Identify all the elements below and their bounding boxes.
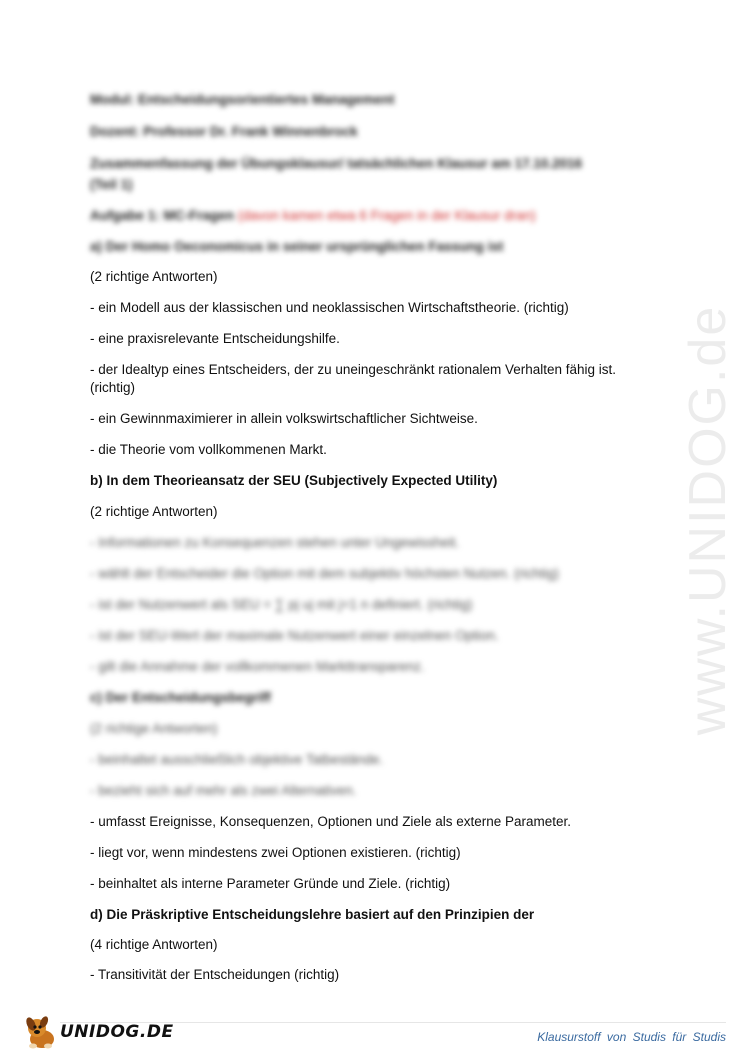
answer-a4: - ein Gewinnmaximierer in allein volkswirtschaftlicher Sichtweise. xyxy=(90,411,478,426)
task-heading-note: (davon kamen etwa 6 Fragen in der Klausur dran) xyxy=(237,208,536,223)
answer-a1: - ein Modell aus der klassischen und neoklassischen Wirtschaftstheorie. (richtig) xyxy=(90,300,569,315)
answer-c5: - beinhaltet als interne Parameter Gründe und Ziele. (richtig) xyxy=(90,876,451,891)
answer-c1: - beinhaltet ausschließlich objektive Tatbestände. xyxy=(90,752,384,767)
answer-count-b: (2 richtige Antworten) xyxy=(90,504,218,519)
task-heading xyxy=(90,207,536,224)
answer-count-d: (4 richtige Antworten) xyxy=(90,937,218,952)
logo-text: UNIDOG.DE xyxy=(60,1022,174,1042)
answer-a2: - eine praxisrelevante Entscheidungshilfe. xyxy=(90,331,340,346)
summary-title: Zusammenfassung der Übungsklausur/ tatsächlichen Klausur am 17.10.2016 xyxy=(90,156,583,171)
footer-tagline: Klausurstoff von Studis für Studis xyxy=(537,1030,726,1044)
answer-count-c: (2 richtige Antworten) xyxy=(90,721,218,736)
answer-c2: - bezieht sich auf mehr als zwei Alternativen. xyxy=(90,783,357,798)
answer-a3: - der Idealtyp eines Entscheiders, der zu uneingeschränkt rationalem Verhalten fähig ist. xyxy=(90,362,617,377)
answer-b5: - gilt die Annahme der vollkommenen Markttransparenz. xyxy=(90,659,425,674)
answer-a3-cont: (richtig) xyxy=(90,380,136,395)
answer-c4: - liegt vor, wenn mindestens zwei Optionen existieren. (richtig) xyxy=(90,845,461,860)
module-title: Modul: Entscheidungsorientiertes Management xyxy=(90,92,395,107)
question-d: d) Die Präskriptive Entscheidungslehre basiert auf den Prinzipien der xyxy=(90,907,535,922)
question-a: a) Der Homo Oeconomicus in seiner ursprünglichen Fassung ist xyxy=(90,239,504,254)
answer-b2: - wählt der Entscheider die Option mit dem subjektiv höchsten Nutzen. (richtig) xyxy=(90,566,559,581)
watermark-text: www.UNIDOG.de xyxy=(679,304,737,736)
task-heading-label: Aufgabe 1: MC-Fragen xyxy=(90,208,235,223)
unidog-logo[interactable] xyxy=(22,1012,174,1052)
question-b: b) In dem Theorieansatz der SEU (Subjectively Expected Utility) xyxy=(90,473,498,488)
answer-b4: - ist der SEU-Wert der maximale Nutzenwert einer einzelnen Option. xyxy=(90,628,499,643)
answer-b1: - Informationen zu Konsequenzen stehen unter Ungewissheit. xyxy=(90,535,460,550)
answer-c3: - umfasst Ereignisse, Konsequenzen, Optionen und Ziele als externe Parameter. xyxy=(90,814,572,829)
answer-count-a: (2 richtige Antworten) xyxy=(90,269,218,284)
lecturer-line: Dozent: Professor Dr. Frank Winnenbrock xyxy=(90,124,358,139)
answer-b3: - ist der Nutzenwert als SEU = ∑ pj uj mit j=1 n definiert. (richtig) xyxy=(90,597,473,612)
answer-d1: - Transitivität der Entscheidungen (richtig) xyxy=(90,967,340,982)
question-c: c) Der Entscheidungsbegriff xyxy=(90,690,271,705)
summary-title-part: (Teil 1) xyxy=(90,177,133,192)
dog-mascot-icon xyxy=(22,1012,62,1052)
answer-a5: - die Theorie vom vollkommenen Markt. xyxy=(90,442,327,457)
